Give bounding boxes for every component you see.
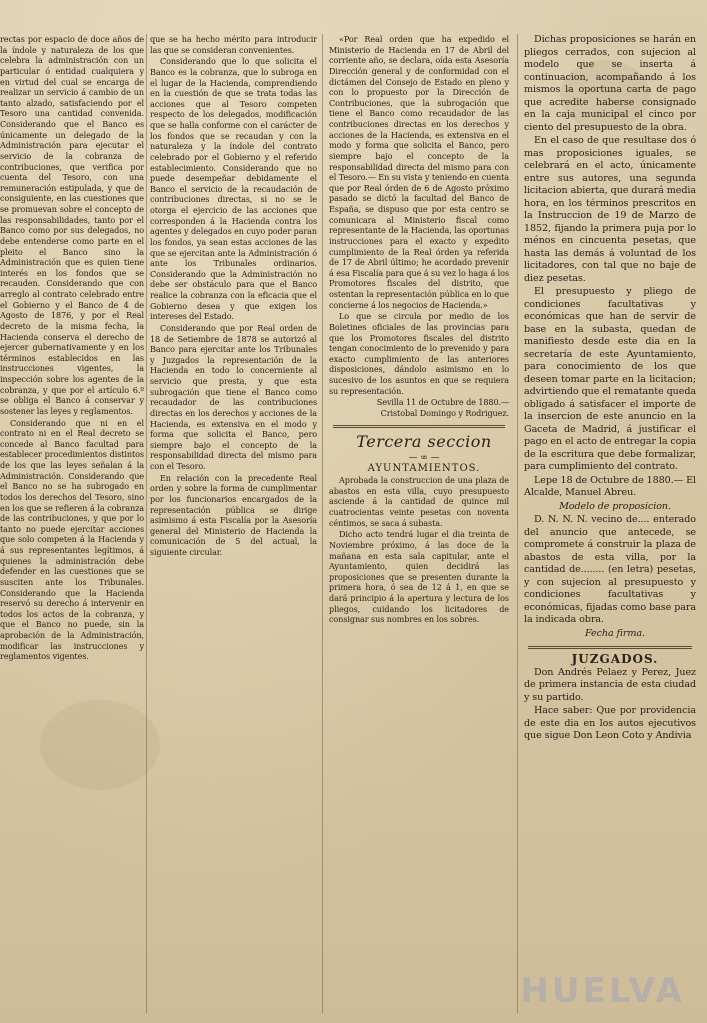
paragraph: Dichas proposiciones se harán en pliegos cerrados, con sujecion al modelo que se inserta á continuacion, acompañando á los mismos la oportuna carta de pago que acredite haberse consignado en la caja municipal el cinco por ciento del presupuesto de la obra. [524, 34, 696, 133]
paragraph: Lo que se circula por medio de los Boletines oficiales de las provincias para que los Promotores fiscales del distrito tengan conocimiento de lo prevenido y para exacto cumplimiento de las anteriores disposiciones, dándolo asimismo en lo sucesivo de los asuntos en que se requiera su representación. [329, 311, 509, 396]
section-title: Tercera seccion [356, 431, 492, 451]
paragraph: Hace saber: Que por providencia de este dia en los autos ejecutivos que sigue Don Leon Coto y Andivia [524, 705, 696, 741]
paragraph: D. N. N. N. vecino de.... enterado del anuncio que antecede, se compromete á construir la plaza de abastos de esta villa, por la cantidad de........ (en letra) pesetas, y con sujecion al presupuesto y condiciones facultativas y económicas, fijadas como base para la indicada obra. [524, 514, 696, 625]
paragraph: Considerando que lo que solicita el Banco es la cobranza, que lo subroga en el lugar de la Hacienda, comprendiendo en la cuestión de que se trata todas las acciones que al Tesoro competen respecto de los delegados, modificación que se halla conforme con el carácter de los fondos que se recaudan y con la naturaleza y la índole del contrato celebrado por el Gobierno y el referido establecimiento. Considerando que no puede desempeñar debidamente el Banco el servicio de la recaudación de contribuciones directas, si no se le otorga el ejercicio de las acciones que corresponden á la Hacienda contra los agentes y delegados en cuyo poder paran los fondos, ya sean estas acciones de las que se ejercitan ante la Administración ó ante los Tribunales ordinarios. Considerando que la Administración no debe ser obstáculo para que el Banco realice la cobranza con la eficacia que el Gobierno desea y que exigen los intereses del Estado. [150, 56, 317, 322]
column-4 [524, 34, 696, 1017]
signature: Sevilla 11 de Octubre de 1880.— Cristobal Domingo y Rodriguez. [376, 397, 509, 418]
column-1 [0, 34, 144, 1017]
model-title: Modelo de proposicion. [559, 500, 671, 512]
watermark-logo: HUELVA [520, 971, 685, 1011]
paragraph: En relación con la precedente Real orden y sobre la forma de cumplimentar por los funcionarios encargados de la representación pública se dirige asimismo á esta Fiscalía por la Asesoría general del Ministerio de Hacienda la comunicación de 5 del actual, la siguiente circular. [150, 472, 317, 557]
paragraph: «Por Real orden que ha expedido el Ministerio de Hacienda en 17 de Abril del corriente año, se declara, oída esta Asesoría Dirección general y de conformidad con el dictámen del Consejo de Estado en pleno y con lo propuesto por la Dirección de Contribuciones, que la subrogación que tiene el Banco como recaudador de las contribuciones directas en los derechos y acciones de la Hacienda, es extensiva en el modo y forma que solicita el Banco, pero siempre bajo el concepto de la responsabilidad directa del mismo para con el Tesoro.— En su vista y teniendo en cuenta que por Real órden de 6 de Agosto próximo pasado se dictó la facultad del Banco de España, se dispuso que por esta centro se comunicara al Ministerio fiscal como representante de la Hacienda, las oportunas instrucciones para el exacto y expedito cumplimiento de la Real órden ya referida de 17 de Abril último; he acordado prevenir á esa Fiscalía para que á su vez lo haga á los Promotores fiscales del distrito, que ostentan la representación pública en lo que concierne á los negocios de Hacienda.» [329, 34, 509, 310]
column-3 [329, 34, 509, 1017]
paragraph: Considerando que ni en el contrato ni en el Real decreto se concede al Banco facultad para establecer procedimientos distintos de los que las leyes señalan á la Administración. Considerando que el Banco no se ha subrogado en todos los derechos del Tesoro, sino en los que se refieren á la cobranza de las contribuciones, y que por lo tanto no puede ejercitar acciones que solo competen á la Hacienda y á sus representantes legítimos, á quienes la administración debe defender en las cuestiones que se susciten ante los Tribunales. Considerando que la Hacienda reservó su derecho á intervenir en todos los actos de la cobranza, y que el Banco no puede, sin la aprobación de la Administración, modificar las instrucciones y reglamentos vigentes. [0, 417, 144, 662]
section-divider [333, 425, 505, 428]
column-2 [150, 34, 317, 1017]
paragraph: Don Andrés Pelaez y Perez, Juez de primera instancia de esta ciudad y su partido. [524, 666, 696, 703]
paragraph: Dicho acto tendrá lugar el dia treinta de Noviembre próximo, á las doce de la mañana en esta sala capitular, ante el Ayuntamiento, quien decidirá las proposiciones que se presenten durante la primera hora, ó sea de 12 á 1, en que se dará principio á la apertura y lectura de los pliegos, cuidando los licitadores de consignar sus nombres en los sobres. [329, 529, 509, 625]
paragraph: que se ha hecho mérito para introducir las que se consideran convenientes. [150, 34, 317, 55]
column-rule [517, 34, 518, 1013]
signature-line: Fecha firma. [584, 627, 645, 639]
paragraph: Considerando que por Real orden de 18 de Setiembre de 1878 se autorizó al Banco para ejercitar ante los Tribunales y Juzgados la representación de la Hacienda en todo lo concerniente al servicio que presta, y que esta subrogación que tiene el Banco como recaudador de las contribuciones directas en los derechos y acciones de la Hacienda, es extensiva en el modo y forma que solicita el Banco, pero siempre bajo el concepto de la responsabilidad directa del mismo para con el Tesoro. [150, 322, 317, 471]
column-rule [322, 34, 323, 1013]
ornament: — ∞ — [408, 452, 440, 463]
section-divider [528, 646, 692, 649]
juzgados-heading: JUZGADOS. [571, 652, 659, 666]
column-rule [146, 34, 147, 1013]
paragraph: Aprobada la construccion de una plaza de abastos en esta villa, cuyo presupuesto asciende á la cantidad de quince mil cuatrocientas veinte pesetas con noventa céntimos, se saca á subasta. [329, 475, 509, 528]
signature: Lepe 18 de Octubre de 1880.— El Alcalde, Manuel Abreu. [524, 474, 696, 498]
subsection-heading: AYUNTAMIENTOS. [367, 462, 481, 474]
paragraph: En el caso de que resultase dos ó mas proposiciones iguales, se celebrará en el acto, únicamente entre sus autores, una segunda licitacion abierta, que durará media hora, en los términos prescritos en la Instruccion de 19 de Marzo de 1852, fijando la primera puja por lo ménos en cincuenta pesetas, que hasta las demás á voluntad de los licitadores, con tal que no baje de diez pesetas. [524, 135, 696, 284]
paragraph: rectas por espacio de doce años de la índole y naturaleza de los que celebra la administración con un particular ó entidad cualquiera y en virtud del cual se encarga de realizar un servicio á cambio de un tanto alzado, satisfaciendo por el Tesoro una cantidad convenida. Considerando que el Banco es únicamente un delegado de la Administración para ejecutar el servicio de la cobranza de contribuciones, que verifica por cuenta del Tesoro, con una remuneración estipulada, y que de consiguiente, en las cuestiones que se promuevan sobre el concepto de las responsabilidades, tanto por el Banco como por sus delegados, no debe entenderse como parte en el pleito el Banco sino la Administración que es quien tiene interés en los fondos que se recauden. Considerando que con arreglo al contrato celebrado entre el Gobierno y el Banco de 4 de Agosto de 1876, y por el Real decreto de la misma fecha, la Hacienda conserva el derecho de ejercer gubernativamente y en los términos establecidos en las instrucciones vigentes, la inspección sobre los agentes de la cobranza, y que por el artículo 6.º se obliga el Banco á conservar y sostener las leyes y reglamentos. [0, 34, 144, 416]
paragraph: El presupuesto y pliego de condiciones facultativas y económicas que han de servir de base en la subasta, quedan de manifiesto desde este dia en la secretaría de este Ayuntamiento, para conocimiento de los que deseen tomar parte en la licitacion; advirtiendo que el rematante queda obligado á satisfacer el importe de la insercion de este anuncio en la Gaceta de Madrid, á justificar el pago en el acto de entregar la copia de la escritura que debe formalizar, para cumplimiento del contrato. [524, 286, 696, 472]
